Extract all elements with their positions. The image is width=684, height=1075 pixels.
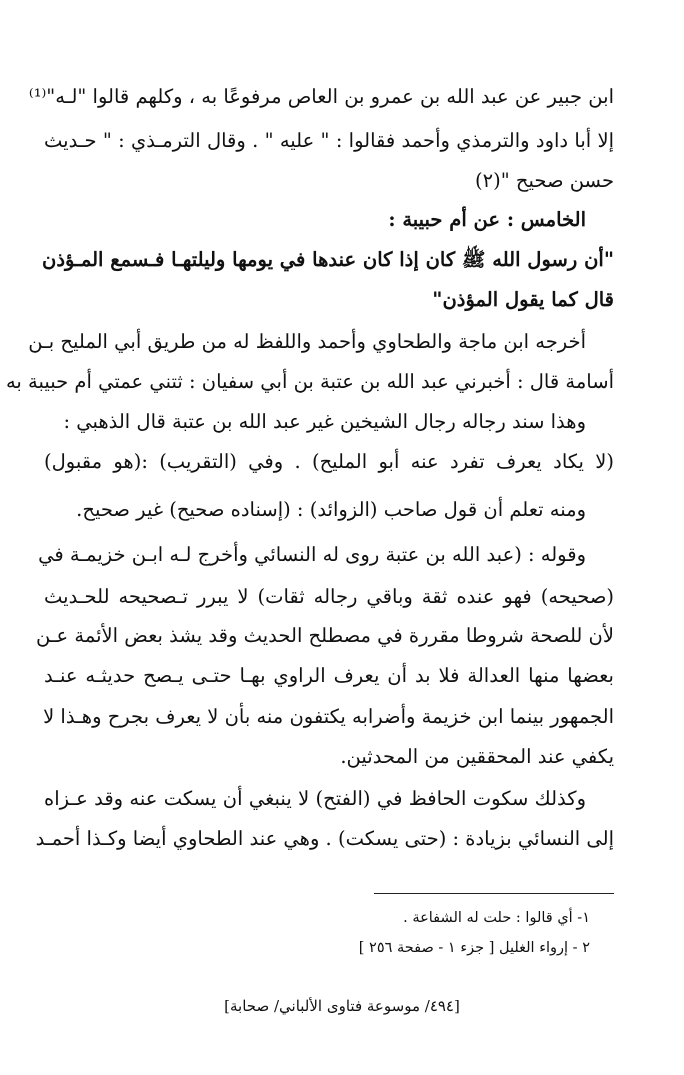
body-line-19: إلى النسائي بزيادة : (حتى يسكت) . وهي عند الطحاوي أيضا وكـذا أحمـد xyxy=(35,827,614,850)
body-line-12: وقوله : (عبد الله بن عتبة روى له النسائي وأخرج لـه ابـن خزيمـة في xyxy=(38,543,586,566)
body-line-11: ومنه تعلم أن قول صاحب (الزوائد) : (إسناده صحيح) غير صحيح. xyxy=(76,498,586,521)
hadith-line-1: "أن رسول الله ﷺ كان إذا كان عندها في يومها وليلتهـا فـسمع المـؤذن xyxy=(42,248,614,271)
body-line-10: (لا يكاد يعرف تفرد عنه أبو المليح) . وفي (التقريب) :(هو مقبول) xyxy=(44,450,614,473)
body-line-13: (صحيحه) فهو عنده ثقة وباقي رجاله ثقات) لا يبرر تـصحيحه للحـديث xyxy=(44,585,614,608)
footnote-separator xyxy=(374,893,614,894)
body-line-9: وهذا سند رجاله رجال الشيخين غير عبد الله بن عتبة قال الذهبي : xyxy=(63,410,586,433)
body-line-15: بعضها منها العدالة فلا بد أن يعرف الراوي بهـا حتـى يـصح حديثـه عنـد xyxy=(44,664,614,687)
body-line-1: ابن جبير عن عبد الله بن عمرو بن العاص مرفوعًا به ، وكلهم قالوا "لـه"⁽¹⁾ xyxy=(28,85,614,108)
section-heading: الخامس : عن أم حبيبة : xyxy=(388,208,586,231)
hadith-line-2: قال كما يقول المؤذن" xyxy=(432,288,614,311)
body-line-18: وكذلك سكوت الحافظ في (الفتح) لا ينبغي أن يسكت عنه وقد عـزاه xyxy=(44,787,586,810)
body-line-2: إلا أبا داود والترمذي وأحمد فقالوا : " عليه " . وقال الترمـذي : " حـديث xyxy=(44,129,614,152)
footnote-2: ٢ - إرواء الغليل [ جزء ١ - صفحة ٢٥٦ ] xyxy=(358,940,590,956)
body-line-7: أخرجه ابن ماجة والطحاوي وأحمد واللفظ له من طريق أبي المليح بـن xyxy=(28,330,586,353)
footnote-1: ١- أي قالوا : حلت له الشفاعة . xyxy=(403,910,590,926)
body-line-3: حسن صحيح "(٢) xyxy=(475,169,614,192)
body-line-14: لأن للصحة شروطا مقررة في مصطلح الحديث وقد يشذ بعض الأئمة عـن xyxy=(35,624,614,647)
page-footer: [٤٩٤/ موسوعة فتاوى الألباني/ صحابة] xyxy=(224,997,460,1015)
body-line-16: الجمهور بينما ابن خزيمة وأضرابه يكتفون منه بأن لا يعرف بجرح وهـذا لا xyxy=(43,705,614,728)
body-line-17: يكفي عند المحققين من المحدثين. xyxy=(340,745,614,768)
body-line-8: أسامة قال : أخبرني عبد الله بن عتبة بن أبي سفيان : ثتني عمتي أم حبيبة به xyxy=(5,370,614,393)
